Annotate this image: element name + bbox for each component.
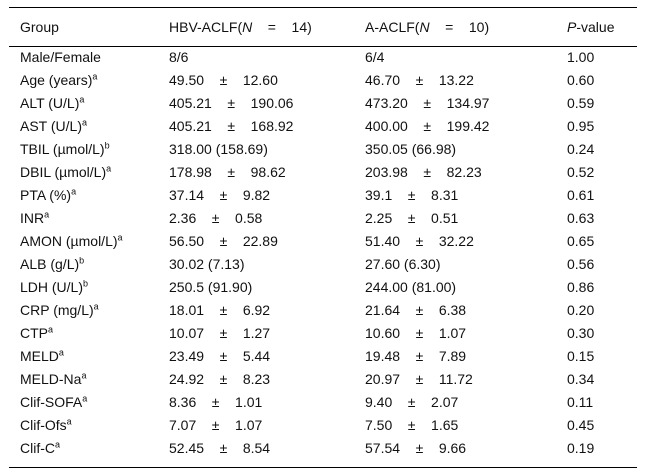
cell-p-value: 0.30 — [567, 325, 595, 341]
cell-a-aclf: 27.60 (6.30) — [365, 256, 441, 272]
group-label: MELD-Na — [20, 371, 82, 387]
cell-p-value: 0.60 — [567, 72, 595, 88]
header-a-aclf: A-ACLF(N = 10) — [365, 19, 490, 35]
table-row — [0, 46, 647, 69]
cell-group — [20, 46, 101, 69]
cell-p-value: 1.00 — [567, 49, 595, 65]
cell-a-aclf: 350.05 (66.98) — [365, 141, 457, 157]
cell-a-aclf: 7.50 ± 1.65 — [365, 417, 459, 433]
cell-hbv-aclf: 37.14 ± 9.82 — [169, 187, 271, 203]
table-row — [0, 230, 647, 253]
table-row — [0, 368, 647, 391]
table-row — [0, 345, 647, 368]
cell-a-aclf: 51.40 ± 32.22 — [365, 233, 474, 249]
cell-hbv-aclf: 178.98 ± 98.62 — [169, 164, 286, 180]
table-row — [0, 184, 647, 207]
cell-a-aclf: 400.00 ± 199.42 — [365, 118, 490, 134]
table-row — [0, 92, 647, 115]
table-row — [0, 391, 647, 414]
cell-hbv-aclf: 7.07 ± 1.07 — [169, 417, 263, 433]
cell-group — [20, 207, 49, 230]
cell-group — [20, 345, 64, 368]
cell-hbv-aclf: 8.36 ± 1.01 — [169, 394, 263, 410]
footnote-marker: b — [83, 278, 89, 289]
cell-hbv-aclf: 24.92 ± 8.23 — [169, 371, 271, 387]
cell-group — [20, 276, 88, 299]
cell-a-aclf: 10.60 ± 1.07 — [365, 325, 467, 341]
group-label: ALT (U/L) — [20, 95, 80, 111]
cell-p-value: 0.61 — [567, 187, 595, 203]
cell-hbv-aclf: 23.49 ± 5.44 — [169, 348, 271, 364]
cell-p-value: 0.56 — [567, 256, 595, 272]
footnote-marker: b — [79, 255, 85, 266]
footnote-marker: a — [55, 439, 61, 450]
cell-p-value: 0.11 — [567, 394, 594, 410]
cell-group — [20, 322, 53, 345]
cell-p-value: 0.95 — [567, 118, 595, 134]
group-label: DBIL (µmol/L) — [20, 164, 107, 180]
header-group: Group — [20, 19, 59, 35]
cell-p-value: 0.52 — [567, 164, 595, 180]
group-label: TBIL (µmol/L) — [20, 141, 105, 157]
group-label: Male/Female — [20, 49, 101, 65]
group-label: PTA (%) — [20, 187, 72, 203]
cell-group — [20, 299, 99, 322]
group-label: Clif-Ofs — [20, 417, 67, 433]
cell-a-aclf: 473.20 ± 134.97 — [365, 95, 490, 111]
cell-group — [20, 92, 84, 115]
cell-hbv-aclf: 18.01 ± 6.92 — [169, 302, 271, 318]
footnote-marker: a — [48, 324, 54, 335]
cell-hbv-aclf: 2.36 ± 0.58 — [169, 210, 263, 226]
cell-group — [20, 253, 84, 276]
cell-p-value: 0.59 — [567, 95, 595, 111]
footnote-marker: a — [66, 416, 72, 427]
group-label: AMON (µmol/L) — [20, 233, 118, 249]
cell-group — [20, 368, 86, 391]
footnote-marker: a — [44, 209, 50, 220]
header-hbv-aclf: HBV-ACLF(N = 14) — [169, 19, 312, 35]
cell-hbv-aclf: 405.21 ± 168.92 — [169, 118, 294, 134]
footnote-marker: a — [58, 347, 64, 358]
cell-hbv-aclf: 8/6 — [169, 49, 189, 65]
table-row — [0, 322, 647, 345]
cell-p-value: 0.63 — [567, 210, 595, 226]
cell-group — [20, 230, 123, 253]
table-header-row — [0, 7, 647, 47]
cell-a-aclf: 46.70 ± 13.22 — [365, 72, 474, 88]
cell-a-aclf: 57.54 ± 9.66 — [365, 440, 467, 456]
table-row — [0, 299, 647, 322]
table-row — [0, 115, 647, 138]
footnote-marker: a — [93, 301, 99, 312]
cell-hbv-aclf: 49.50 ± 12.60 — [169, 72, 278, 88]
header-p-value: P-value — [567, 19, 615, 35]
cell-hbv-aclf: 52.45 ± 8.54 — [169, 440, 271, 456]
group-label: Age (years) — [20, 72, 93, 88]
table-row — [0, 253, 647, 276]
group-label: Clif-C — [20, 440, 55, 456]
cell-p-value: 0.20 — [567, 302, 595, 318]
table-row — [0, 276, 647, 299]
cell-group — [20, 414, 72, 437]
cell-group — [20, 115, 87, 138]
cell-group — [20, 161, 111, 184]
cell-p-value: 0.45 — [567, 417, 595, 433]
footnote-marker: a — [106, 163, 112, 174]
group-label: CTP — [20, 325, 48, 341]
table-bottom-rule — [9, 467, 637, 468]
cell-a-aclf: 21.64 ± 6.38 — [365, 302, 467, 318]
cell-a-aclf: 203.98 ± 82.23 — [365, 164, 482, 180]
cell-a-aclf: 20.97 ± 11.72 — [365, 371, 473, 387]
group-label: CRP (mg/L) — [20, 302, 94, 318]
group-label: ALB (g/L) — [20, 256, 80, 272]
cell-p-value: 0.34 — [567, 371, 595, 387]
group-label: AST (U/L) — [20, 118, 82, 134]
group-label: LDH (U/L) — [20, 279, 84, 295]
cell-a-aclf: 6/4 — [365, 49, 385, 65]
footnote-marker: a — [82, 393, 88, 404]
group-label: Clif-SOFA — [20, 394, 83, 410]
table-row — [0, 437, 647, 460]
table-row — [0, 69, 647, 92]
footnote-marker: b — [104, 140, 110, 151]
cell-group — [20, 138, 110, 161]
table-row — [0, 207, 647, 230]
cell-a-aclf: 9.40 ± 2.07 — [365, 394, 459, 410]
cell-a-aclf: 244.00 (81.00) — [365, 279, 457, 295]
cell-a-aclf: 19.48 ± 7.89 — [365, 348, 467, 364]
cell-hbv-aclf: 250.5 (91.90) — [169, 279, 253, 295]
cell-a-aclf: 2.25 ± 0.51 — [365, 210, 459, 226]
group-label: MELD — [20, 348, 59, 364]
cell-group — [20, 184, 76, 207]
group-label: INR — [20, 210, 45, 226]
cell-a-aclf: 39.1 ± 8.31 — [365, 187, 459, 203]
cell-hbv-aclf: 318.00 (158.69) — [169, 141, 268, 157]
cell-p-value: 0.15 — [567, 348, 595, 364]
footnote-marker: a — [81, 117, 87, 128]
table-row — [0, 414, 647, 437]
footnote-marker: a — [81, 370, 87, 381]
footnote-marker: a — [79, 94, 85, 105]
cell-group — [20, 69, 97, 92]
footnote-marker: a — [117, 232, 123, 243]
cell-group — [20, 391, 87, 414]
cell-hbv-aclf: 30.02 (7.13) — [169, 256, 245, 272]
footnote-marker: a — [92, 71, 98, 82]
cell-p-value: 0.86 — [567, 279, 595, 295]
cell-hbv-aclf: 56.50 ± 22.89 — [169, 233, 278, 249]
cell-p-value: 0.24 — [567, 141, 595, 157]
cell-p-value: 0.19 — [567, 440, 595, 456]
table-row — [0, 138, 647, 161]
cell-p-value: 0.65 — [567, 233, 595, 249]
cell-group — [20, 437, 60, 460]
cell-hbv-aclf: 405.21 ± 190.06 — [169, 95, 294, 111]
cell-hbv-aclf: 10.07 ± 1.27 — [169, 325, 271, 341]
table-row — [0, 161, 647, 184]
footnote-marker: a — [71, 186, 77, 197]
